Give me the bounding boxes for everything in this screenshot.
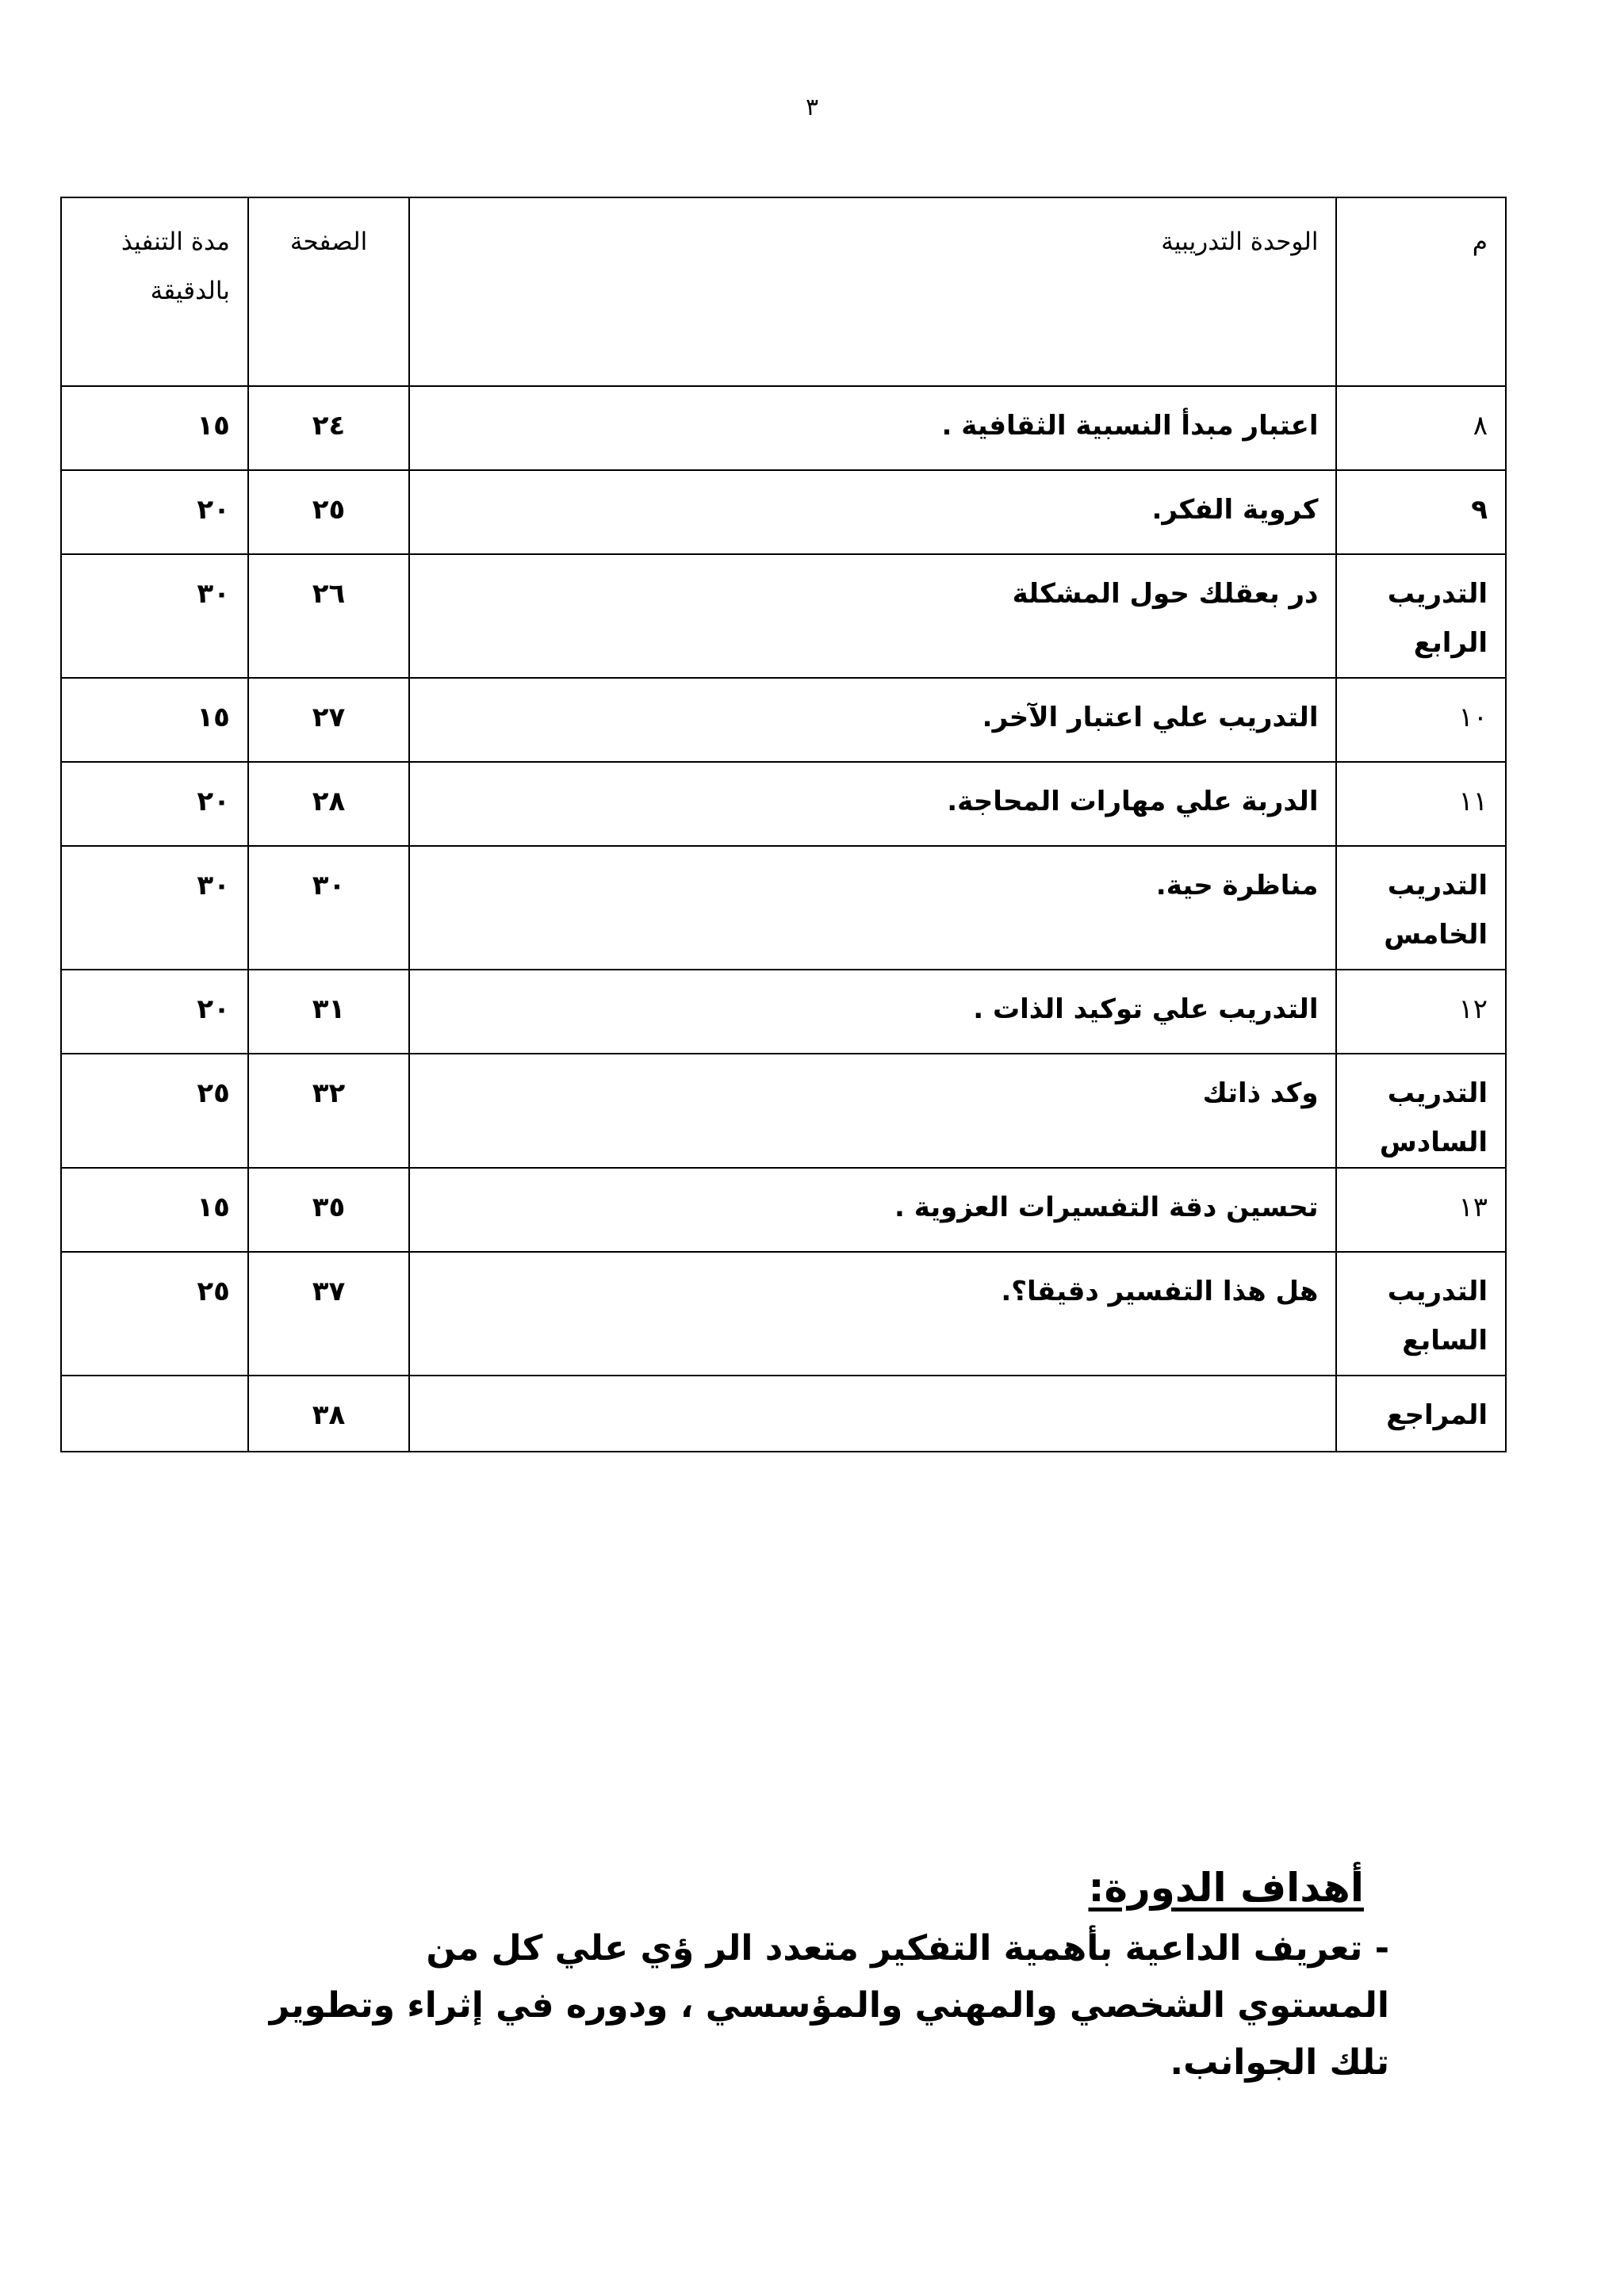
table-row xyxy=(61,386,1506,470)
row-duration: ٣٠ xyxy=(61,554,248,678)
page-number: ٣ xyxy=(805,94,819,121)
row-index: ١١ xyxy=(1336,762,1506,846)
table-row xyxy=(61,678,1506,762)
row-duration: ١٥ xyxy=(61,678,248,762)
row-page: ٣١ xyxy=(248,970,409,1054)
table-row xyxy=(61,846,1506,970)
contents-table xyxy=(60,197,1507,1452)
row-duration: ٢٠ xyxy=(61,762,248,846)
row-index: التدريب السابع xyxy=(1336,1252,1506,1376)
row-page: ٢٦ xyxy=(248,554,409,678)
header-duration: مدة التنفيذ بالدقيقة xyxy=(61,197,248,386)
row-index: ١٠ xyxy=(1336,678,1506,762)
row-duration: ١٥ xyxy=(61,1168,248,1252)
row-page: ٢٨ xyxy=(248,762,409,846)
row-unit: در بعقلك حول المشكلة xyxy=(409,554,1336,678)
row-index: ٨ xyxy=(1336,386,1506,470)
row-duration: ٣٠ xyxy=(61,846,248,970)
row-index: ٩ xyxy=(1336,470,1506,554)
table-row xyxy=(61,1054,1506,1168)
row-index: ١٢ xyxy=(1336,970,1506,1054)
header-page: الصفحة xyxy=(248,197,409,386)
header-index: م xyxy=(1336,197,1506,386)
row-index: التدريب السادس xyxy=(1336,1054,1506,1168)
row-duration: ٢٥ xyxy=(61,1054,248,1168)
table-row xyxy=(61,470,1506,554)
row-page: ٣٨ xyxy=(248,1376,409,1452)
row-page: ٢٧ xyxy=(248,678,409,762)
row-unit: اعتبار مبدأ النسبية الثقافية . xyxy=(409,386,1336,470)
row-unit: التدريب علي توكيد الذات . xyxy=(409,970,1336,1054)
row-duration: ١٥ xyxy=(61,386,248,470)
row-duration xyxy=(61,1376,248,1452)
table-header-row xyxy=(61,197,1506,386)
table-body xyxy=(61,386,1506,1452)
row-unit: الدربة علي مهارات المحاجة. xyxy=(409,762,1336,846)
row-page: ٣٢ xyxy=(248,1054,409,1168)
row-index: المراجع xyxy=(1336,1376,1506,1452)
table-row xyxy=(61,1168,1506,1252)
row-index: ١٣ xyxy=(1336,1168,1506,1252)
row-unit: هل هذا التفسير دقيقا؟. xyxy=(409,1252,1336,1376)
row-duration: ٢٥ xyxy=(61,1252,248,1376)
row-unit: كروية الفكر. xyxy=(409,470,1336,554)
objectives-text: - تعريف الداعية بأهمية التفكير متعدد الر ؤي علي كل من المستوي الشخصي والمهني والمؤسسي ، ودوره في إثراء وتطوير تلك الجوانب. xyxy=(269,1928,1389,2083)
row-unit: وكد ذاتك xyxy=(409,1054,1336,1168)
row-unit: مناظرة حية. xyxy=(409,846,1336,970)
row-unit: التدريب علي اعتبار الآخر. xyxy=(409,678,1336,762)
row-page: ٣٧ xyxy=(248,1252,409,1376)
row-unit: تحسين دقة التفسيرات العزوية . xyxy=(409,1168,1336,1252)
row-index: التدريب الرابع xyxy=(1336,554,1506,678)
table-row xyxy=(61,970,1506,1054)
row-page: ٣٠ xyxy=(248,846,409,970)
row-duration: ٢٠ xyxy=(61,970,248,1054)
row-unit xyxy=(409,1376,1336,1452)
table-row xyxy=(61,554,1506,678)
row-page: ٣٥ xyxy=(248,1168,409,1252)
table-row xyxy=(61,1252,1506,1376)
row-index: التدريب الخامس xyxy=(1336,846,1506,970)
objectives-heading: أهداف الدورة: xyxy=(1088,1865,1364,1911)
table-row xyxy=(61,1376,1506,1452)
row-duration: ٢٠ xyxy=(61,470,248,554)
row-page: ٢٥ xyxy=(248,470,409,554)
table-row xyxy=(61,762,1506,846)
header-unit: الوحدة التدريبية xyxy=(409,197,1336,386)
row-page: ٢٤ xyxy=(248,386,409,470)
